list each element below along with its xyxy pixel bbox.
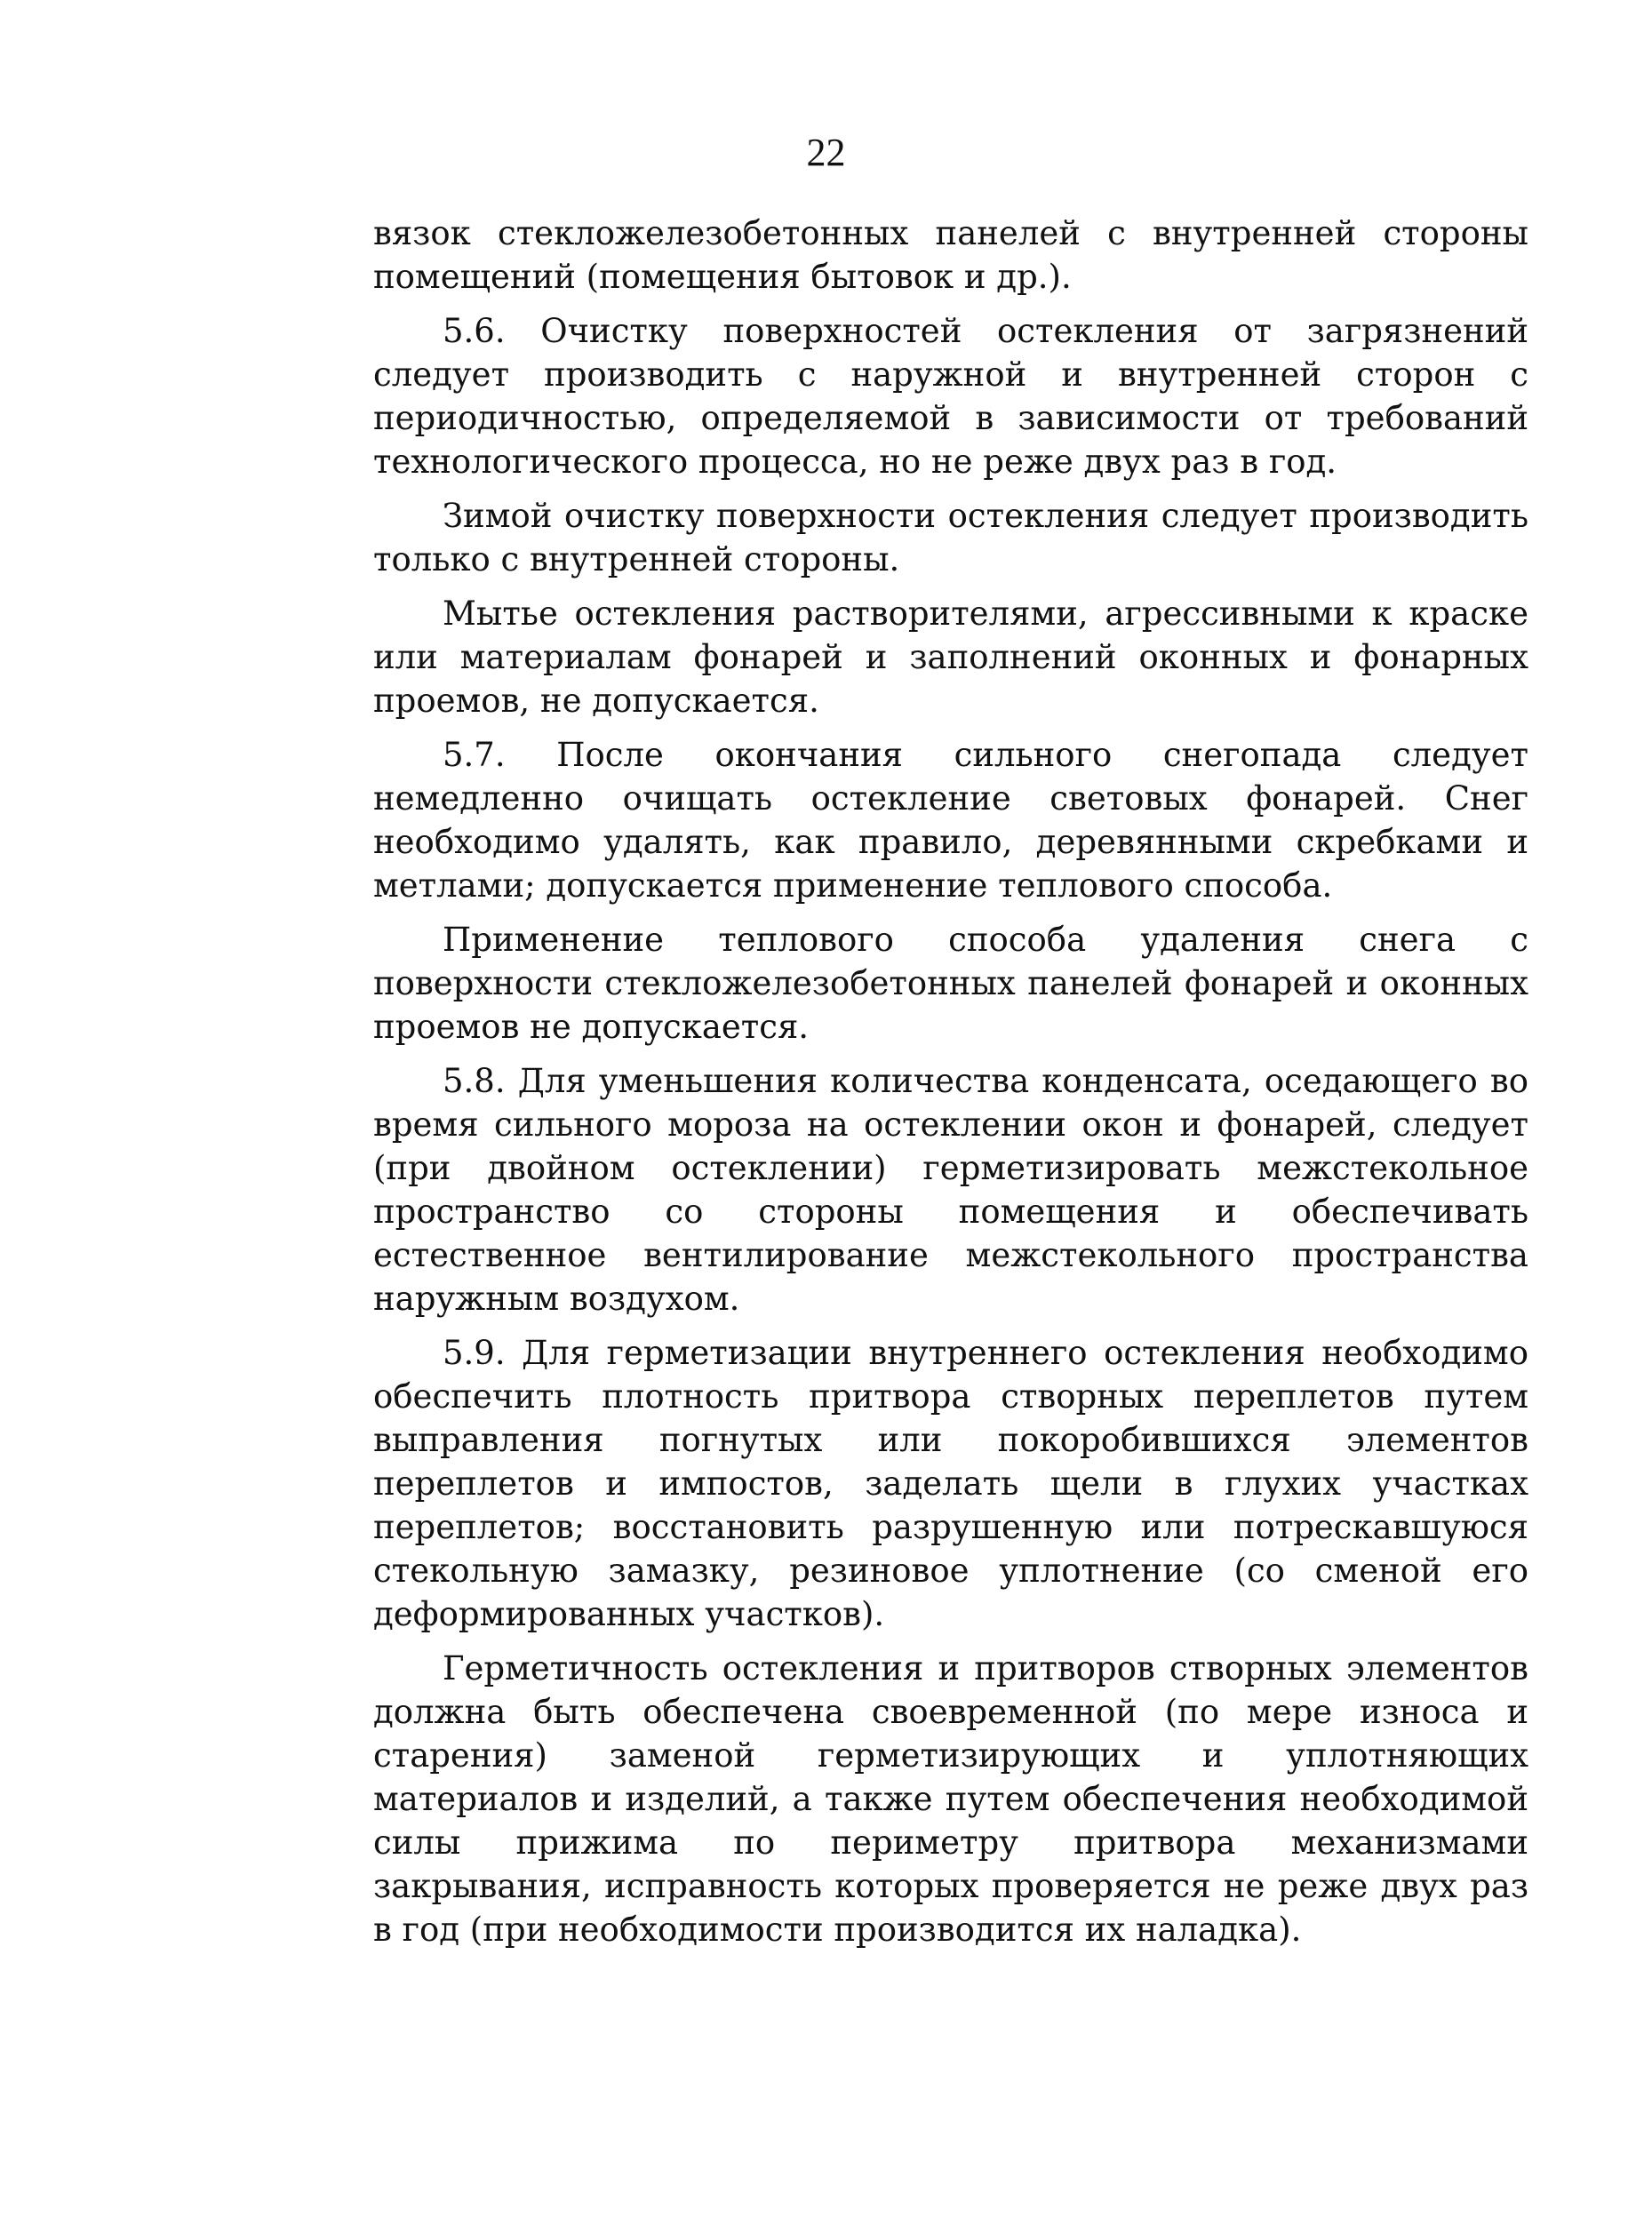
paragraph-sealing-maintenance: Герметичность остекления и притворов створных элементов должна быть обеспечена своевременной (по мере износа и старения) заменой герметизирующих и уплотняющих материалов и изделий, а также путем обеспечения необходимой силы прижима по периметру притвора механизмами закрывания, исправность которых проверяется не реже двух раз в год (при необходимости производится их наладка).: [373, 1649, 1528, 1949]
paragraph-thermal-method: Применение теплового способа удаления снега с поверхности стекложелезобетонных панелей фонарей и оконных проемов не допускается.: [373, 921, 1528, 1046]
paragraph-5-7-snow-removal: 5.7. После окончания сильного снегопада следует немедленно очищать остекление световых фонарей. Снег необходимо удалять, как правило, деревянными скребками и метлами; допускается применение теплового способа.: [373, 736, 1528, 905]
page-number: 22: [806, 131, 846, 174]
body-text: [373, 211, 1528, 1962]
paragraph-winter-cleaning: Зимой очистку поверхности остекления следует производить только с внутренней стороны.: [373, 497, 1528, 578]
paragraph-5-9-sealing: 5.9. Для герметизации внутреннего остекления необходимо обеспечить плотность притвора створных переплетов путем выправления погнутых или покоробившихся элементов переплетов и импостов, заделать щели в глухих участках переплетов; восстановить разрушенную или потрескавшуюся стекольную замазку, резиновое уплотнение (со сменой его деформированных участков).: [373, 1334, 1528, 1633]
paragraph-5-6-cleaning-frequency: 5.6. Очистку поверхностей остекления от загрязнений следует производить с наружной и внутренней сторон с периодичностью, определяемой в зависимости от требований технологического процесса, но не реже двух раз в год.: [373, 312, 1528, 481]
paragraph-continuation: вязок стекложелезобетонных панелей с внутренней стороны помещений (помещения бытовок и др.).: [373, 214, 1528, 296]
paragraph-5-8-condensate: 5.8. Для уменьшения количества конденсата, оседающего во время сильного мороза на остеклении окон и фонарей, следует (при двойном остеклении) герметизировать межстекольное пространство со стороны помещения и обеспечивать естественное вентилирование межстекольного пространства наружным воздухом.: [373, 1062, 1528, 1318]
paragraph-solvent-washing: Мытье остекления растворителями, агрессивными к краске или материалам фонарей и заполнений оконных и фонарных проемов, не допускается.: [373, 594, 1528, 720]
